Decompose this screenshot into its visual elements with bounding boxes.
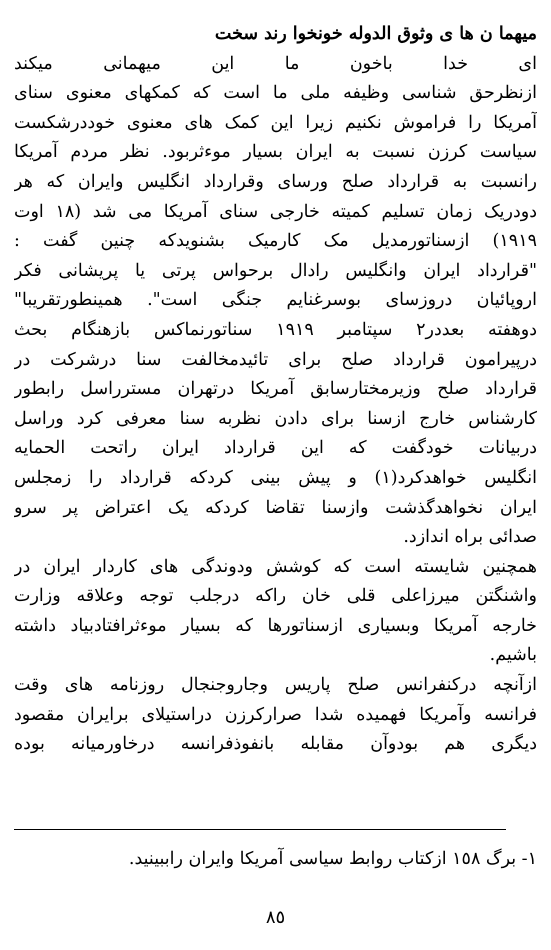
paragraph-line: رانسبت به قرارداد صلح ورسای وقرارداد انگلیس وایران که هر — [14, 171, 537, 192]
paragraph-line: همچنین شایسته است که کوشش ودوندگی های کاردار ایران در — [14, 556, 537, 577]
paragraph-line: دربیانات خودگفت که این قرارداد ایران راتحت الحمایه — [14, 438, 537, 459]
verse-line: میهما ن ها ی وثوق الدوله خونخوا رند سخت — [214, 24, 537, 44]
paragraph-line: سیاست کرزن نسبت به ایران بسیار موءثربود. نظر مردم آمریکا — [14, 142, 537, 163]
paragraph-line: کارشناس خارج ازسنا برای دادن نظربه سنا معرفی کرد وراسل — [14, 408, 537, 429]
footnote-divider — [14, 829, 506, 830]
paragraph-line: خارجه آمریکا وبسیاری ازسناتورها که بسیار موءثرافتادبیاد داشته — [14, 615, 537, 636]
page-number: ٨٥ — [265, 907, 286, 928]
paragraph-line: باشیم. — [489, 645, 537, 666]
paragraph-line: درپیرامون قرارداد صلح برای تائیدمخالفت سنا درشرکت در — [14, 349, 537, 370]
footnote: ١- برگ ١٥٨ ازکتاب روابط سیاسی آمریکا وایران راببینید. — [128, 849, 537, 869]
verse-line: ای خدا باخون ما این میهمانی میکند — [14, 53, 537, 74]
paragraph-line: ایران نخواهدگذشت وازسنا تقاضا کردکه یک اعتراض پر سرو — [14, 497, 537, 518]
paragraph-line: دودریک زمان تسلیم کمیته خارجی سنای آمریکا می شد (١٨ اوت — [14, 201, 537, 222]
paragraph-line: ازآنچه درکنفرانس صلح پاریس وجاروجنجال روزنامه های وقت — [14, 675, 537, 696]
paragraph-line: قرارداد صلح وزیرمختارسابق آمریکا درتهران مسترراسل رابطور — [14, 379, 537, 400]
paragraph-line: آمریکا را فراموش نکنیم زیرا این کمک های معنوی خوددرشکست — [14, 112, 537, 133]
paragraph-line: دیگری هم بودوآن مقابله بانفوذفرانسه درخاورمیانه بوده — [14, 734, 537, 755]
paragraph-line: ازنظرحق شناسی وظیفه ملی ما است که کمکهای معنوی سنای — [14, 83, 537, 104]
paragraph-line: انگلیس خواهدکرد(١) و پیش بینی کردکه قرارداد را زمجلس — [14, 467, 537, 488]
paragraph-line: اروپائیان دروزسای بوسرغنایم جنگی است". همینطورتقریبا" — [14, 290, 537, 311]
paragraph-line: واشنگتن میرزاعلی قلی خان راکه درجلب توجه وعلاقه وزارت — [14, 586, 537, 607]
paragraph-line: صدائی براه اندازد. — [403, 527, 537, 548]
paragraph-line: "قرارداد ایران وانگلیس رادال برحواس پرتی یا پریشانی فکر — [14, 260, 537, 281]
body-text — [14, 20, 537, 760]
paragraph-line: فرانسه وآمریکا فهمیده شدا صرارکرزن دراستیلای برایران مقصود — [14, 704, 537, 725]
paragraph-line: ١٩١٩) ازسناتورمدیل مک کارمیک بشنویدکه چنین گفت : — [14, 231, 537, 252]
paragraph-line: دوهفته بعددر٢ سپتامبر ١٩١٩ سناتورنماکس بازهنگام بحث — [14, 319, 537, 340]
